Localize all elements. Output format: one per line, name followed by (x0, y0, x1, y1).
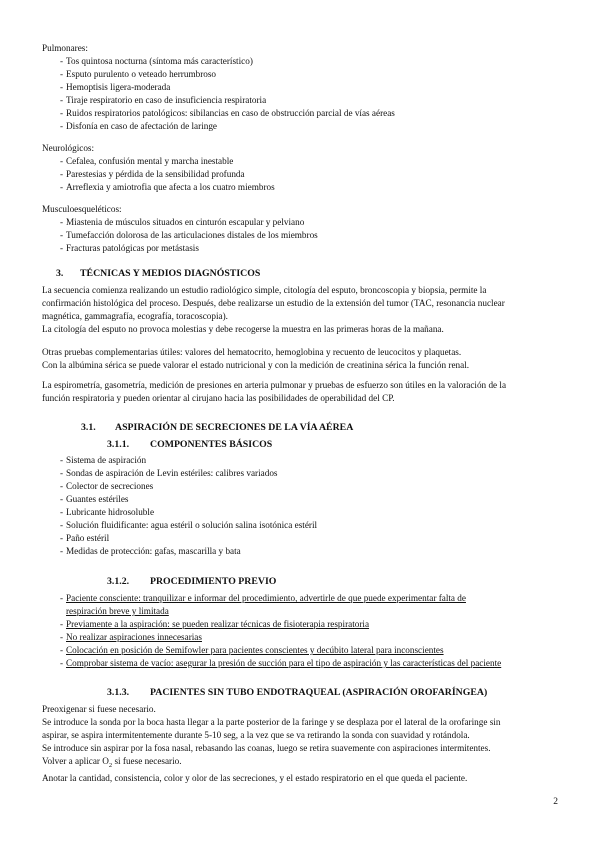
section-3-1-1-heading (107, 438, 272, 451)
list-item: - Previamente a la aspiración: se pueden realizar técnicas de fisioterapia respiratoria (42, 618, 552, 631)
list-item: - Lubricante hidrosoluble (42, 506, 552, 519)
paragraph-line (42, 755, 554, 772)
section-3-1-3-heading (107, 686, 487, 699)
section-title: PROCEDIMIENTO PREVIO (150, 576, 277, 587)
list-item (42, 592, 552, 618)
page-number: 2 (553, 797, 558, 807)
list-item: - Cefalea, confusión mental y marcha inestable (42, 155, 552, 168)
list-item: - Colector de secreciones (42, 480, 552, 493)
list-item-line: respiración breve y limitada (66, 606, 169, 616)
list-item: - Tos quintosa nocturna (síntoma más característico) (42, 55, 552, 68)
section-number: 3.1.2. (107, 576, 130, 587)
paragraph-line: magnética, gammagrafía, ecografía, toracoscopia). (42, 311, 228, 321)
paragraph-spirometry (42, 379, 554, 405)
o2-text-after: si fuese necesario. (112, 756, 182, 766)
list-item: - Colocación en posición de Semifowler para pacientes conscientes y decúbito lateral para inconscientes (42, 644, 552, 657)
paragraph-line: Anotar la cantidad, consistencia, color y olor de las secreciones, y el estado respiratorio en el que queda el paciente. (42, 772, 468, 783)
list-item: - Sondas de aspiración de Levin estériles: calibres variados (42, 467, 552, 480)
paragraph-line: Se introduce la sonda por la boca hasta llegar a la parte posterior de la faringe y se desplaza por el lateral de la orofaringe sin (42, 717, 501, 727)
list-item: - Ruidos respiratorios patológicos: sibilancias en caso de obstrucción parcial de vías aéreas (42, 107, 552, 120)
list-item: - Parestesias y pérdida de la sensibilidad profunda (42, 168, 552, 181)
section-number: 3. (56, 268, 64, 279)
section-3-1-heading (81, 421, 353, 434)
list-item: - Guantes estériles (42, 493, 552, 506)
neurologicos-list (42, 155, 552, 194)
o2-subscript: 2 (108, 761, 113, 769)
paragraph-line: La citología del esputo no provoca molestias y debe recogerse la muestra en las primeras horas de la mañana. (42, 324, 444, 334)
pulmonares-list (42, 55, 552, 133)
list-item: - Tumefacción dolorosa de las articulaciones distales de los miembros (42, 229, 552, 242)
paragraph-line: Con la albúmina sérica se puede valorar el estado nutricional y con la medición de creatinina sérica la función renal. (42, 360, 470, 370)
list-item: - Solución fluidificante: agua estéril o solución salina isotónica estéril (42, 519, 552, 532)
pulmonares-label: Pulmonares: (42, 43, 88, 53)
paragraph-line: La secuencia comienza realizando un estudio radiológico simple, citología del esputo, broncoscopia y biopsia, permite la (42, 285, 487, 295)
list-item: - Tiraje respiratorio en caso de insuficiencia respiratoria (42, 94, 552, 107)
list-item: - Arreflexia y amiotrofia que afecta a los cuatro miembros (42, 181, 552, 194)
section-number: 3.1. (81, 422, 96, 433)
section-title: TÉCNICAS Y MEDIOS DIAGNÓSTICOS (80, 268, 261, 279)
procedure-list (42, 592, 552, 670)
list-item: - Sistema de aspiración (42, 454, 552, 467)
paragraph-line: aspirar, se aspira intermitentemente durante 5-10 seg, a la vez que se va retirando la sonda con suavidad y rotándola. (42, 730, 470, 740)
paragraph-diagnosis (42, 284, 554, 336)
list-item: - Esputo purulento o veteado herrumbroso (42, 68, 552, 81)
section-3-1-2-heading (107, 575, 276, 588)
list-item: - Comprobar sistema de vacío: asegurar la presión de succión para el tipo de aspiración y las características del paciente (42, 657, 552, 670)
paragraph-line: Preoxigenar si fuese necesario. (42, 704, 156, 714)
section-title: COMPONENTES BÁSICOS (150, 439, 273, 450)
paragraph-line: La espirometría, gasometría, medición de presiones en arteria pulmonar y pruebas de esfuerzo son útiles en la valoración de la (42, 380, 507, 390)
paragraph-line: Se introduce sin aspirar por la fosa nasal, rebasando las coanas, luego se retira suavemente con aspiraciones intermitentes. (42, 743, 491, 753)
section-title: ASPIRACIÓN DE SECRECIONES DE LA VÍA AÉREA (115, 422, 354, 433)
paragraph-complementary-tests (42, 346, 554, 372)
list-item-line: - Paciente consciente: tranquilizar e informar del procedimiento, advertirle de que puede experimentar falta de (66, 593, 466, 603)
section-number: 3.1.3. (107, 687, 130, 698)
musculoesqueleticos-list (42, 216, 552, 255)
musculoesqueleticos-label: Musculoesqueléticos: (42, 204, 122, 214)
neurologicos-label: Neurológicos: (42, 143, 95, 153)
section-number: 3.1.1. (107, 439, 130, 450)
list-item: - Paño estéril (42, 532, 552, 545)
paragraph-orofaringea (42, 703, 554, 785)
section-3-heading (56, 267, 260, 280)
list-item: - Medidas de protección: gafas, mascarilla y bata (42, 545, 552, 558)
list-item: - Hemoptisis ligera-moderada (42, 81, 552, 94)
list-item: - No realizar aspiraciones innecesarias (42, 631, 552, 644)
o2-text-before: Volver a aplicar O (42, 756, 109, 766)
list-item: - Fracturas patológicas por metástasis (42, 242, 552, 255)
paragraph-line: confirmación histológica del proceso. Después, debe realizarse un estudio de la extensión del tumor (TAC, resonancia nuclear (42, 298, 505, 308)
list-item: - Miastenia de músculos situados en cinturón escapular y pelviano (42, 216, 552, 229)
section-title: PACIENTES SIN TUBO ENDOTRAQUEAL (ASPIRACIÓN OROFARÍNGEA) (150, 687, 488, 698)
paragraph-line: función respiratoria y pueden orientar al cirujano hacia las posibilidades de operabilidad del CP. (42, 393, 395, 403)
components-list (42, 454, 552, 558)
list-item: - Disfonía en caso de afectación de laringe (42, 120, 552, 133)
paragraph-line: Otras pruebas complementarias útiles: valores del hematocrito, hemoglobina y recuento de leucocitos y plaquetas. (42, 347, 462, 357)
